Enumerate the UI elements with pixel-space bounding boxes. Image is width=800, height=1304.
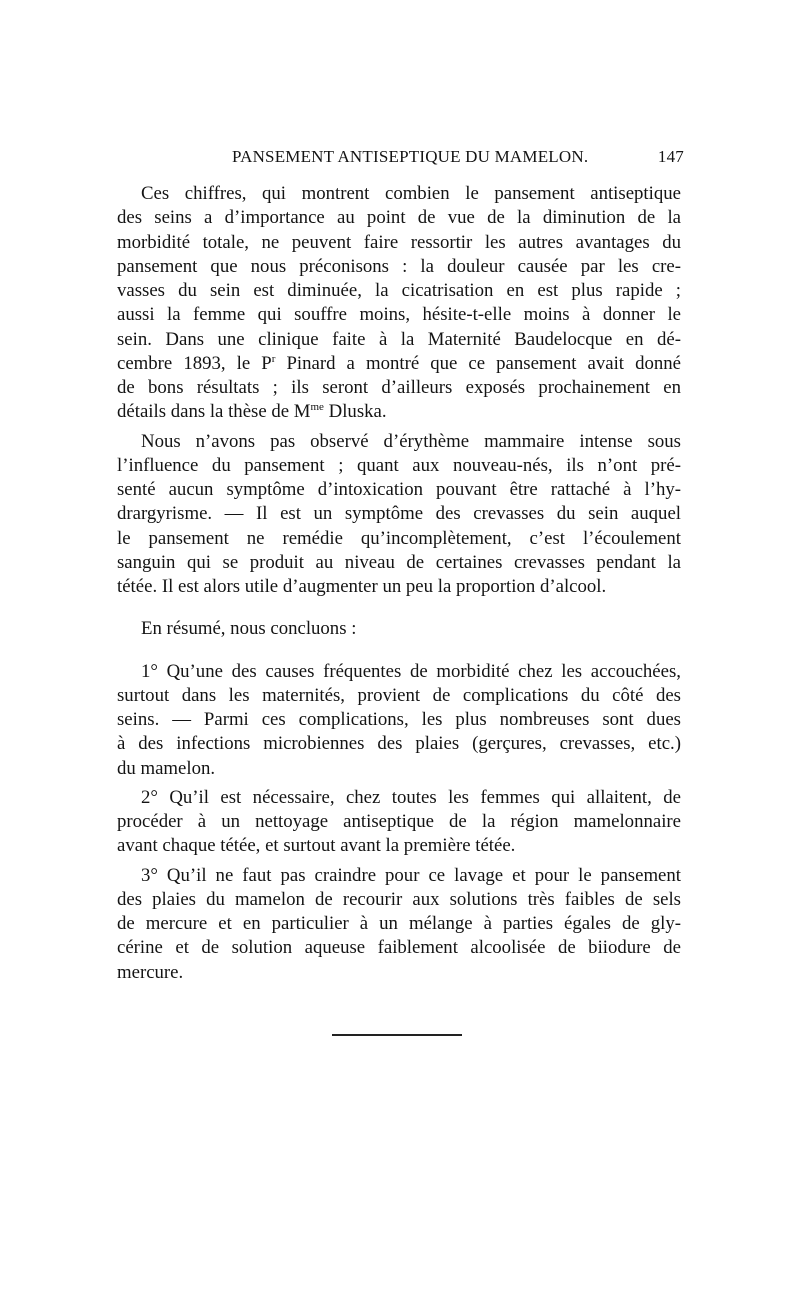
conclusion-3 — [117, 864, 681, 985]
text-line: senté aucun symptôme d’intoxication pouvant être rattaché à l’hy- — [117, 479, 681, 500]
running-title: PANSEMENT ANTISEPTIQUE DU MAMELON. — [232, 147, 589, 166]
text-line: détails dans la thèse de $M^{me}$ Dluska. — [117, 401, 387, 423]
conclusion-2 — [117, 786, 681, 859]
text-line: surtout dans les maternités, provient de complications du côté des — [117, 684, 681, 706]
text-line: mercure. — [117, 961, 184, 983]
body-text — [117, 182, 681, 985]
text-line: 1° Qu’une des causes fréquentes de morbidité chez les accouchées, — [141, 660, 681, 682]
text-line: de mercure et en particulier à un mélange à parties égales de gly- — [117, 913, 681, 934]
text-line: avant chaque tétée, et surtout avant la première tétée. — [117, 835, 516, 857]
text-line: à des infections microbiennes des plaies (gerçures, crevasses, etc.) — [117, 733, 681, 755]
text-line: tétée. Il est alors utile d’augmenter un peu la proportion d’alcool. — [117, 576, 607, 597]
paragraph-dressing-benefits — [117, 182, 681, 425]
section-end-rule — [332, 1034, 462, 1036]
text-line: le pansement ne remédie qu’incomplètement, c’est l’écoulement — [117, 527, 681, 549]
paragraph-summary-intro — [117, 617, 681, 641]
text-line: cembre 1893, le $P^r$ Pinard a montré que ce pansement avait donné — [117, 352, 681, 374]
text-line: Nous n’avons pas observé d’érythème mammaire intense sous — [141, 430, 681, 452]
running-head — [232, 147, 684, 171]
text-line: l’influence du pansement ; quant aux nouveau-nés, ils n’ont pré- — [117, 454, 681, 476]
text-line: 2° Qu’il est nécessaire, chez toutes les femmes qui allaitent, de — [141, 786, 681, 808]
text-line: vasses du sein est diminuée, la cicatrisation en est plus rapide ; — [117, 280, 681, 301]
text-line: de bons résultats ; ils seront d’ailleurs exposés prochainement en — [117, 377, 681, 398]
text-line: En résumé, nous concluons : — [141, 618, 357, 640]
superscript: r — [271, 352, 276, 365]
text-line: des plaies du mamelon de recourir aux solutions très faibles de sels — [117, 888, 681, 910]
text-line: cérine et de solution aqueuse faiblement alcoolisée de biiodure de — [117, 937, 681, 959]
text-line: 3° Qu’il ne faut pas craindre pour ce lavage et pour le pansement — [141, 864, 681, 886]
text-line: procéder à un nettoyage antiseptique de la région mamelonnaire — [117, 811, 681, 832]
text-line: aussi la femme qui souffre moins, hésite-t-elle moins à donner le — [117, 304, 681, 326]
paragraph-observations — [117, 430, 681, 600]
text-line: Ces chiffres, qui montrent combien le pansement antiseptique — [141, 183, 681, 204]
text-line: seins. — Parmi ces complications, les plus nombreuses sont dues — [117, 709, 681, 730]
text-line: morbidité totale, ne peuvent faire ressortir les autres avantages du — [117, 231, 681, 253]
page-number: 147 — [657, 147, 684, 166]
text-line: du mamelon. — [117, 757, 216, 779]
text-line: pansement que nous préconisons : la douleur causée par les cre- — [117, 255, 681, 277]
text-line: des seins a d’importance au point de vue de la diminution de la — [117, 207, 681, 229]
conclusion-1 — [117, 660, 681, 781]
text-line: drargyrisme. — Il est un symptôme des crevasses du sein auquel — [117, 503, 681, 525]
text-line: sein. Dans une clinique faite à la Maternité Baudelocque en dé- — [117, 328, 681, 350]
superscript: me — [310, 401, 324, 414]
text-line: sanguin qui se produit au niveau de certaines crevasses pendant la — [117, 551, 681, 573]
